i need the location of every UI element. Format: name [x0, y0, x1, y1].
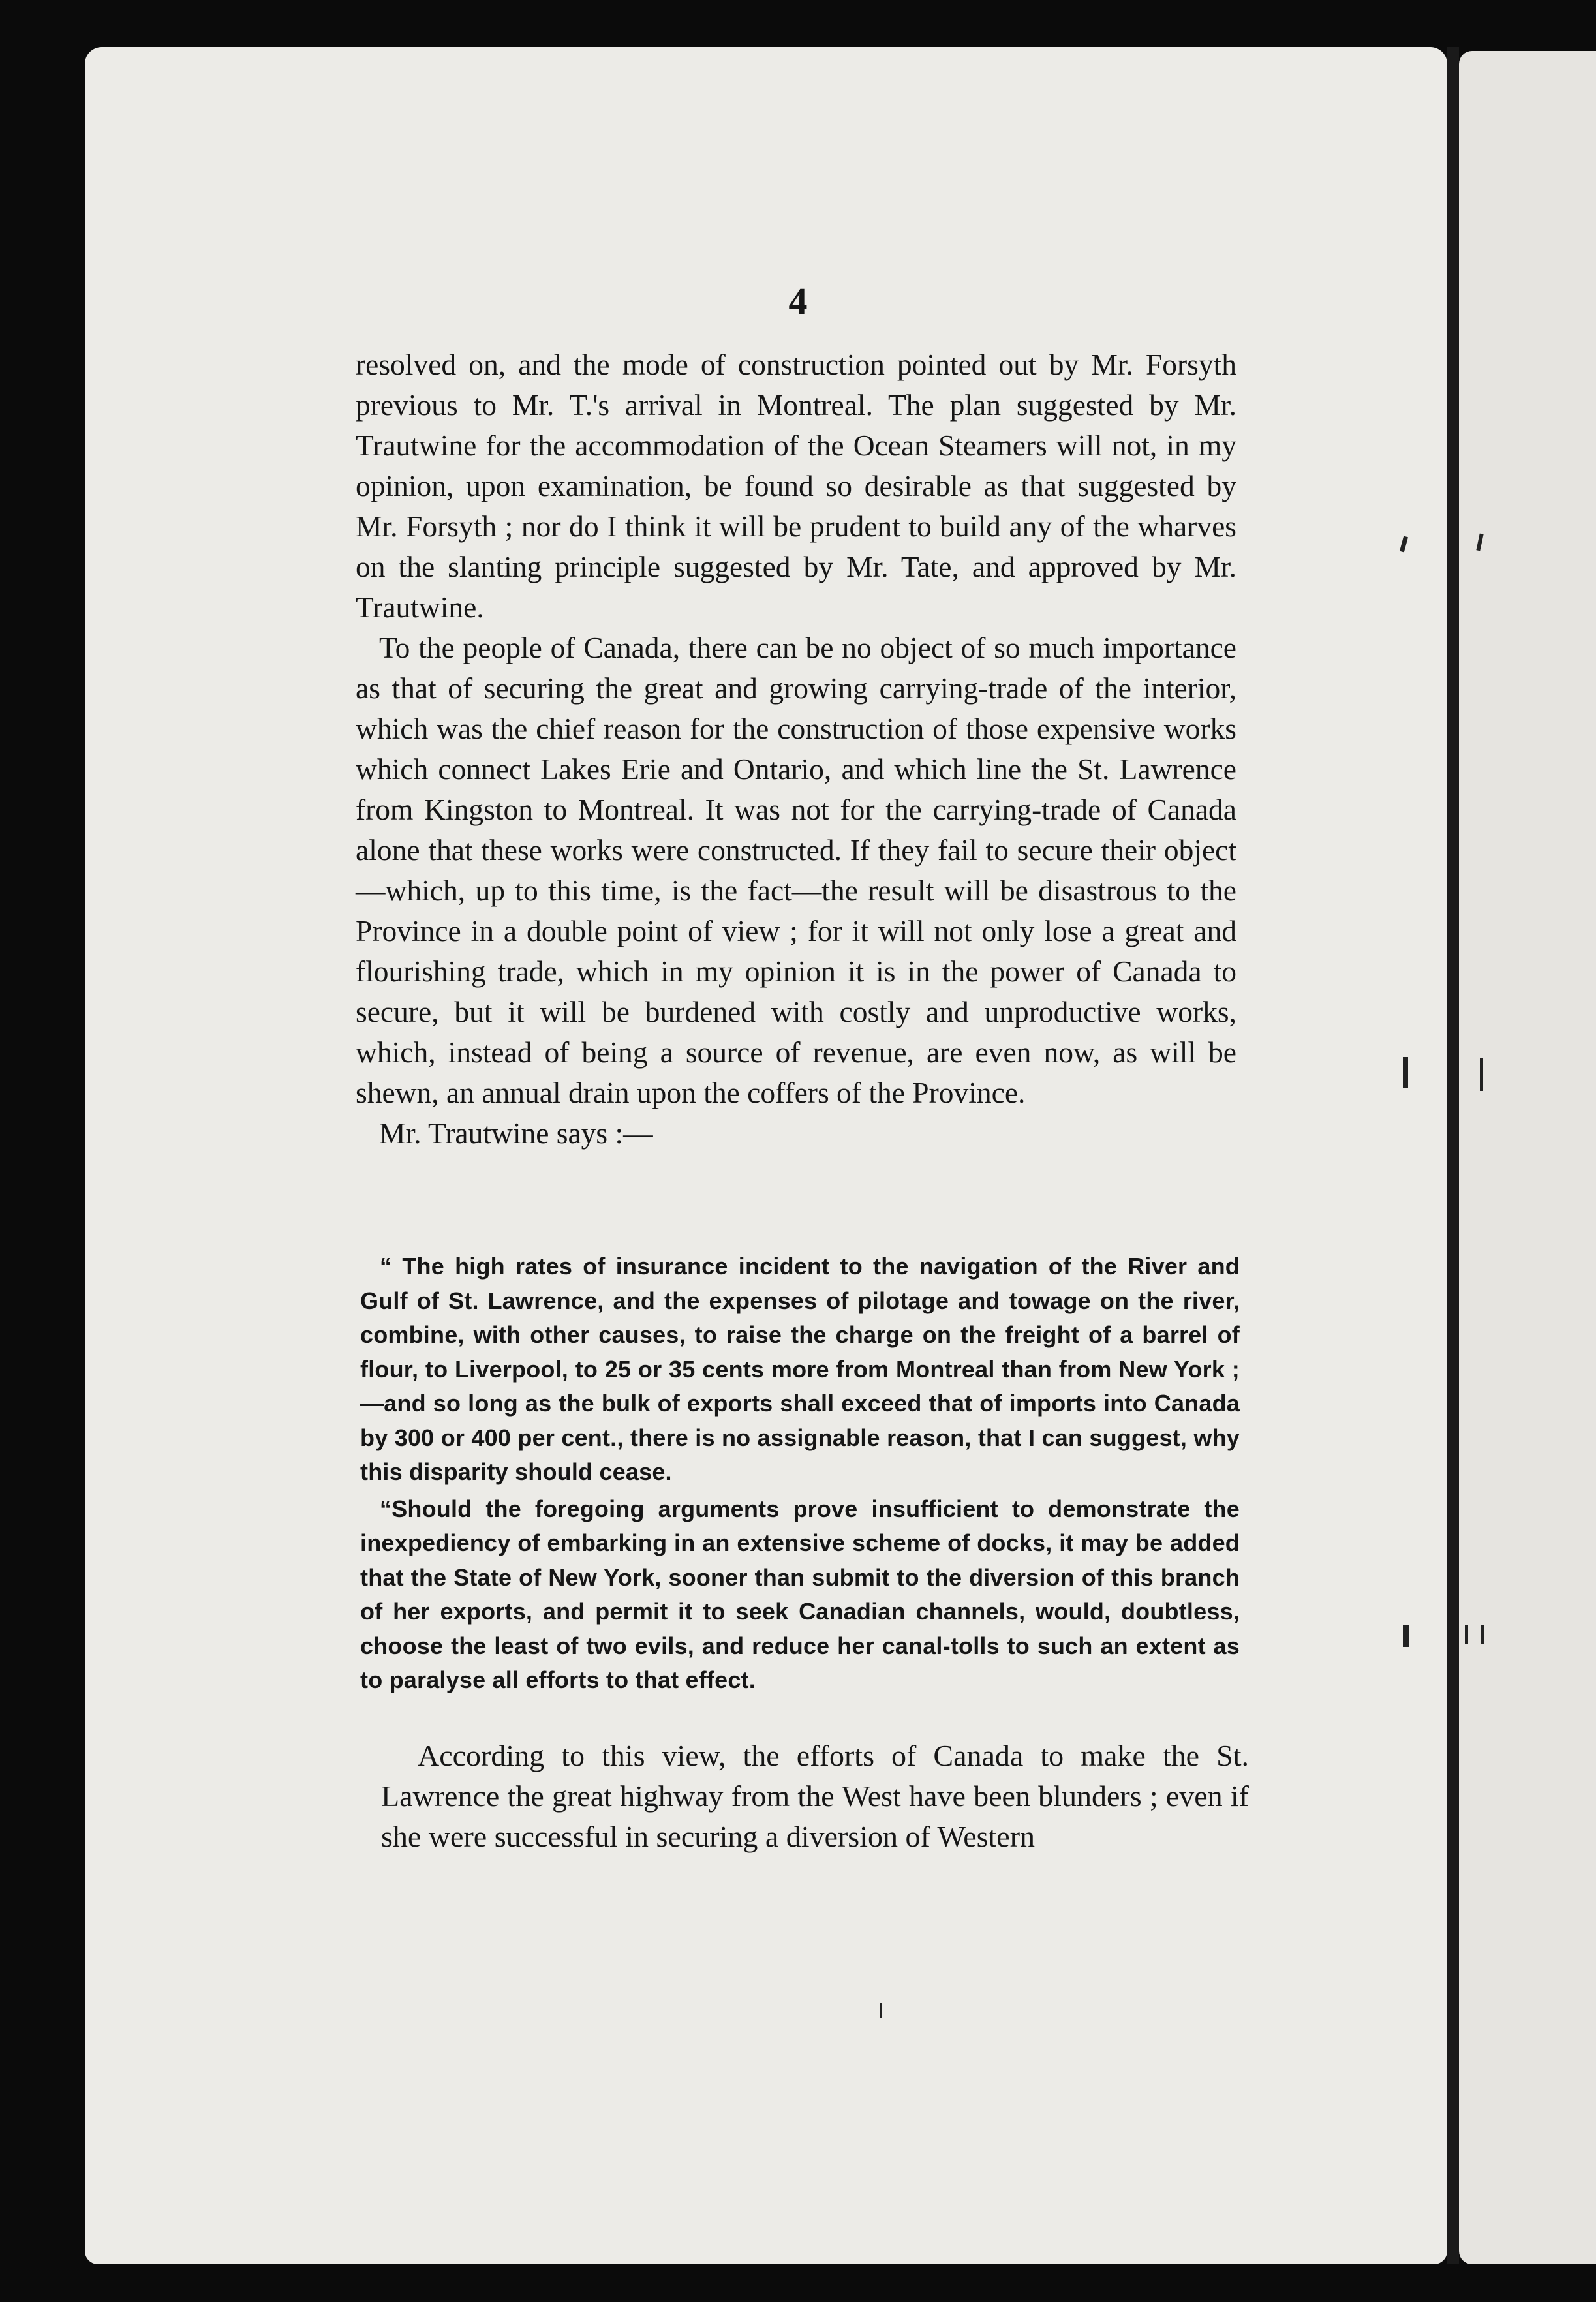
page-gutter: [1447, 47, 1459, 2264]
scan-mark: [880, 2003, 882, 2018]
scan-mark: [1403, 1057, 1408, 1088]
quote-paragraph-1: “ The high rates of insurance incident to the navigation of the River and Gulf of St. Lawrence, and the expenses of pilotage and towage on the river, combine, with other causes, to raise the charge on the freight of a barrel of flour, to Liverpool, to 25 or 35 cents more from Montreal than from New York ;—and so long as the bulk of exports shall exceed that of imports into Canada by 300 or 400 per cent., there is no assignable reason, that I can suggest, why this disparity should cease.: [360, 1253, 1240, 1485]
scan-mark: [1403, 1625, 1409, 1647]
adjacent-page-edge: [1459, 51, 1596, 2264]
paragraph-2: To the people of Canada, there can be no object of so much importance as that of securing the great and growing carrying-trade of the interior, which was the chief reason for the construction of those expensive works which connect Lakes Erie and Ontario, and which line the St. Lawrence from Kingston to Montreal. It was not for the carrying-trade of Canada alone that these works were constructed. If they fail to secure their object—which, up to this time, is the fact—the result will be disastrous to the Province in a double point of view ; for it will not only lose a great and flourishing trade, which in my opinion it is in the power of Canada to secure, but it will be burdened with costly and unproductive works, which, instead of being a source of revenue, are even now, as will be shewn, an annual drain upon the coffers of the Province.: [356, 631, 1236, 1109]
closing-text: [381, 1736, 1249, 1857]
quote-paragraph-2: “Should the foregoing arguments prove insufficient to demonstrate the inexpediency of embarking in an extensive scheme of docks, it may be added that the State of New York, sooner than submit to the diversion of this branch of her exports, and permit it to seek Canadian channels, would, doubtless, choose the least of two evils, and reduce her canal-tolls to such an extent as to paralyse all efforts to that effect.: [360, 1495, 1240, 1693]
paragraph-1: resolved on, and the mode of construction pointed out by Mr. Forsyth previous to Mr. T.'s arrival in Montreal. The plan suggested by Mr. Trautwine for the accommodation of the Ocean Steamers will not, in my opinion, upon examination, be found so desirable as that suggested by Mr. Forsyth ; nor do I think it will be prudent to build any of the wharves on the slanting principle suggested by Mr. Tate, and approved by Mr. Trautwine.: [356, 348, 1236, 624]
block-quote: [360, 1250, 1240, 1698]
scan-mark: [1480, 1058, 1483, 1091]
paragraph-3: Mr. Trautwine says :—: [379, 1116, 653, 1150]
closing-paragraph: According to this view, the efforts of Canada to make the St. Lawrence the great highway from the West have been blunders ; even if she were successful in securing a diversion of Western: [381, 1739, 1249, 1853]
body-text: [356, 345, 1236, 1154]
scan-mark: [1465, 1625, 1484, 1644]
page-number: 4: [788, 280, 808, 322]
